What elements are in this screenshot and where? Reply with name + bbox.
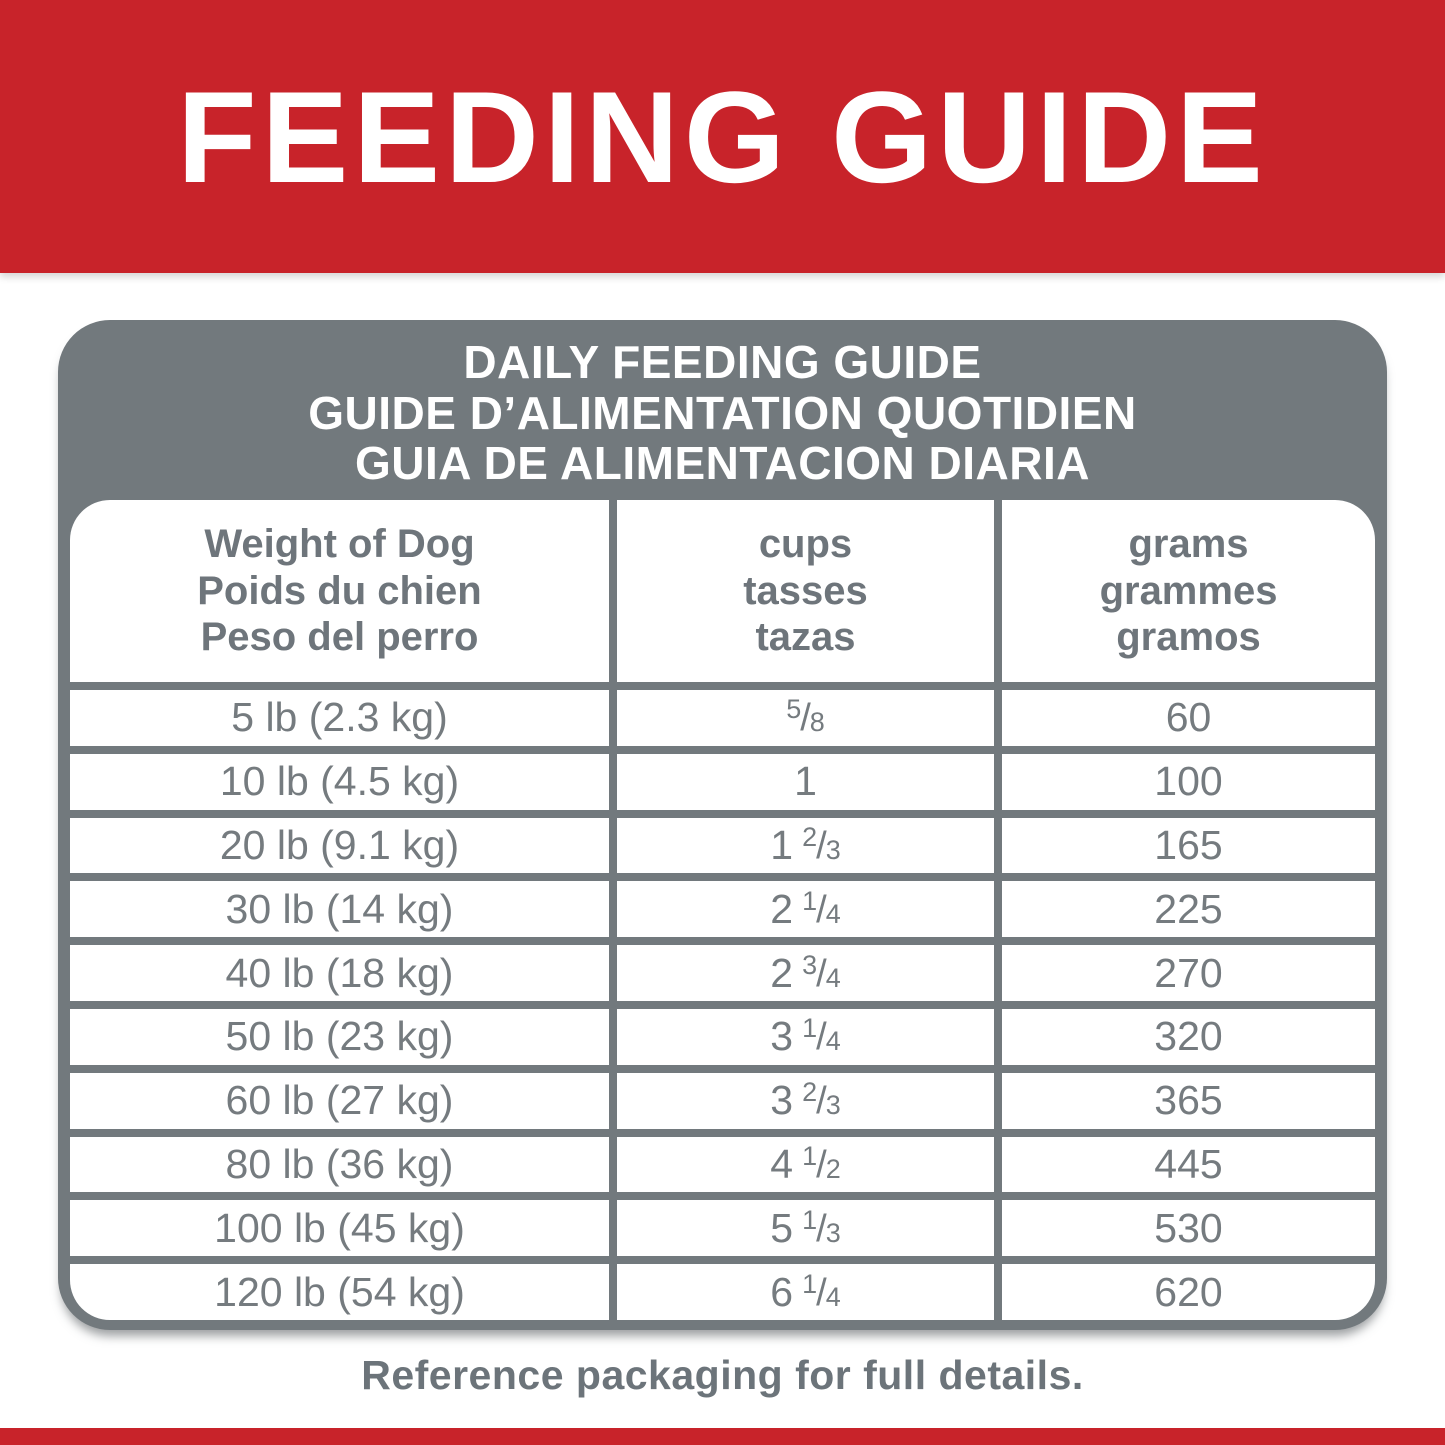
- grams-cell: 165: [1002, 818, 1375, 874]
- feeding-grid: [70, 500, 1375, 1320]
- cups-whole: 2: [770, 885, 794, 932]
- grams-header-es: gramos: [1116, 615, 1261, 660]
- weight-cell: 100 lb (45 kg): [70, 1200, 609, 1256]
- cups-whole: 1: [770, 821, 794, 868]
- cups-whole: 2: [770, 949, 794, 996]
- page-title: FEEDING GUIDE: [177, 63, 1268, 210]
- cups-whole: 3: [770, 1013, 794, 1060]
- cups-whole: 3: [770, 1077, 794, 1124]
- cups-cell: [617, 690, 994, 746]
- cups-column-header: [617, 500, 994, 682]
- cups-cell: [617, 1137, 994, 1193]
- grams-cell: 100: [1002, 754, 1375, 810]
- daily-feeding-table: [58, 320, 1387, 1330]
- cups-header-en: cups: [758, 521, 853, 566]
- table-title-line-es: GUIA DE ALIMENTACION DIARIA: [355, 437, 1090, 490]
- cups-cell: [617, 1264, 994, 1320]
- footer-note: Reference packaging for full details.: [361, 1352, 1084, 1398]
- grams-header-fr: grammes: [1099, 568, 1278, 613]
- weight-cell: 50 lb (23 kg): [70, 1009, 609, 1065]
- weight-cell: 10 lb (4.5 kg): [70, 754, 609, 810]
- cups-cell: [617, 818, 994, 874]
- cups-fraction: $^2$/3: [802, 1077, 841, 1123]
- cups-fraction: $^2$/3: [802, 821, 841, 867]
- cups-cell: [617, 945, 994, 1001]
- cups-whole: 4: [770, 1140, 794, 1187]
- cups-cell: [617, 1073, 994, 1129]
- feeding-guide-banner: [0, 0, 1445, 273]
- cups-whole: 1: [794, 758, 817, 805]
- cups-cell: [617, 1009, 994, 1065]
- grams-cell: 445: [1002, 1137, 1375, 1193]
- table-title-line-en: DAILY FEEDING GUIDE: [463, 336, 982, 389]
- cups-cell: [617, 1200, 994, 1256]
- grams-cell: 225: [1002, 881, 1375, 937]
- grams-cell: 620: [1002, 1264, 1375, 1320]
- weight-cell: 5 lb (2.3 kg): [70, 690, 609, 746]
- grams-cell: 365: [1002, 1073, 1375, 1129]
- cups-fraction: $^3$/4: [802, 949, 841, 995]
- cups-header-fr: tasses: [743, 568, 868, 613]
- weight-cell: 40 lb (18 kg): [70, 945, 609, 1001]
- table-title-line-fr: GUIDE D’ALIMENTATION QUOTIDIEN: [308, 386, 1137, 439]
- grams-column-header: [1002, 500, 1375, 682]
- bottom-red-bar: [0, 1428, 1445, 1445]
- weight-header-es: Peso del perro: [200, 615, 479, 660]
- grams-cell: 320: [1002, 1009, 1375, 1065]
- cups-fraction: $^1$/3: [802, 1204, 841, 1250]
- grams-header-en: grams: [1128, 521, 1249, 566]
- cups-fraction: $^1$/4: [802, 885, 841, 931]
- cups-cell: [617, 754, 994, 810]
- weight-cell: 60 lb (27 kg): [70, 1073, 609, 1129]
- cups-cell: [617, 881, 994, 937]
- cups-fraction: $^1$/2: [802, 1140, 841, 1186]
- weight-column-header: [70, 500, 609, 682]
- cups-fraction: $^1$/4: [802, 1268, 841, 1314]
- weight-header-fr: Poids du chien: [197, 568, 482, 613]
- weight-cell: 30 lb (14 kg): [70, 881, 609, 937]
- cups-header-es: tazas: [755, 615, 856, 660]
- grams-cell: 270: [1002, 945, 1375, 1001]
- weight-cell: 80 lb (36 kg): [70, 1137, 609, 1193]
- grams-cell: 60: [1002, 690, 1375, 746]
- weight-cell: 120 lb (54 kg): [70, 1264, 609, 1320]
- weight-header-en: Weight of Dog: [204, 521, 475, 566]
- weight-cell: 20 lb (9.1 kg): [70, 818, 609, 874]
- grams-cell: 530: [1002, 1200, 1375, 1256]
- cups-fraction: $^1$/4: [802, 1013, 841, 1059]
- cups-whole: 6: [770, 1268, 794, 1315]
- table-title: [58, 320, 1387, 500]
- cups-fraction: $^5$/8: [786, 694, 825, 740]
- cups-whole: 5: [770, 1204, 794, 1251]
